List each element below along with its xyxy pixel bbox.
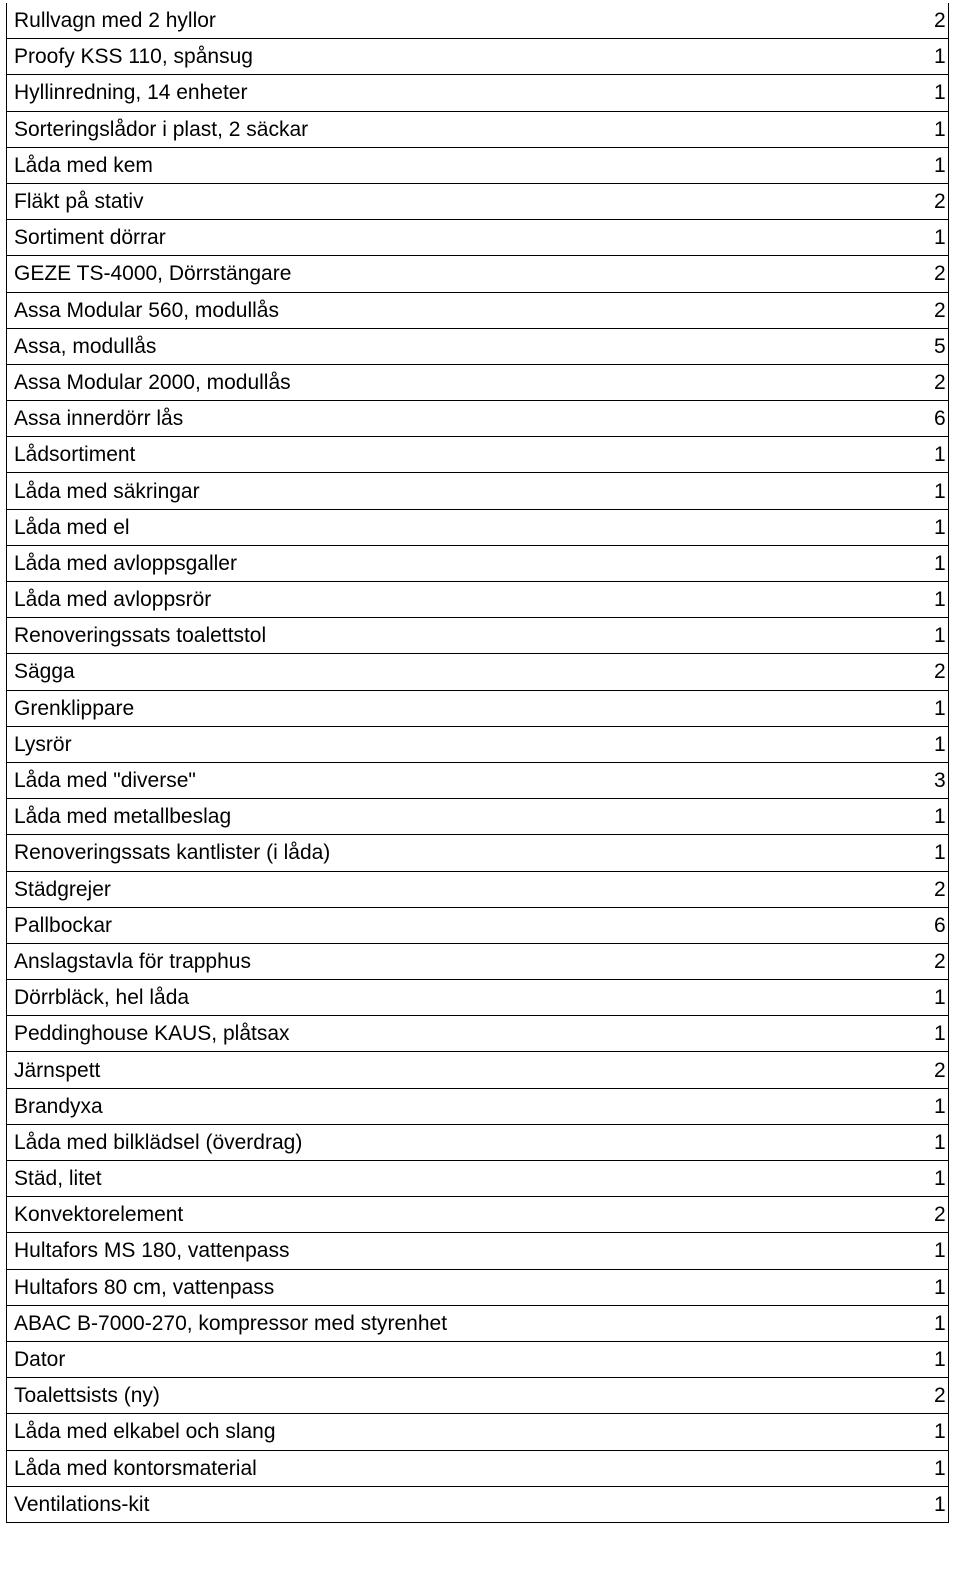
table-row (7, 256, 949, 292)
item-name-cell: Pallbockar (7, 907, 935, 943)
item-quantity-cell: 1 (934, 1269, 949, 1305)
item-quantity-cell: 1 (934, 1305, 949, 1341)
item-quantity-cell: 5 (934, 328, 949, 364)
item-name-cell: Ventilations-kit (7, 1486, 935, 1522)
table-row (7, 220, 949, 256)
item-quantity-cell: 2 (934, 292, 949, 328)
item-quantity-cell: 1 (934, 437, 949, 473)
table-row (7, 509, 949, 545)
item-name-cell: Rullvagn med 2 hyllor (7, 3, 935, 39)
item-quantity-cell: 1 (934, 147, 949, 183)
table-row (7, 75, 949, 111)
table-row (7, 1414, 949, 1450)
item-quantity-cell: 1 (934, 1341, 949, 1377)
item-name-cell: Låda med elkabel och slang (7, 1414, 935, 1450)
item-name-cell: Låda med avloppsrör (7, 582, 935, 618)
item-name-cell: Låda med metallbeslag (7, 799, 935, 835)
item-quantity-cell: 1 (934, 1088, 949, 1124)
table-row (7, 726, 949, 762)
item-name-cell: Toalettsists (ny) (7, 1378, 935, 1414)
table-row (7, 1486, 949, 1522)
table-row (7, 907, 949, 943)
item-quantity-cell: 2 (934, 1052, 949, 1088)
item-quantity-cell: 1 (934, 1016, 949, 1052)
item-name-cell: ABAC B-7000-270, kompressor med styrenhet (7, 1305, 935, 1341)
item-quantity-cell: 2 (934, 364, 949, 400)
item-quantity-cell: 1 (934, 799, 949, 835)
item-quantity-cell: 1 (934, 509, 949, 545)
table-row (7, 762, 949, 798)
table-row (7, 1233, 949, 1269)
item-name-cell: Hultafors 80 cm, vattenpass (7, 1269, 935, 1305)
table-row (7, 690, 949, 726)
item-name-cell: Låda med el (7, 509, 935, 545)
item-quantity-cell: 6 (934, 907, 949, 943)
item-name-cell: Låda med bilklädsel (överdrag) (7, 1124, 935, 1160)
item-name-cell: Assa Modular 560, modullås (7, 292, 935, 328)
item-quantity-cell: 1 (934, 473, 949, 509)
table-row (7, 1161, 949, 1197)
table-row (7, 654, 949, 690)
item-name-cell: Renoveringssats kantlister (i låda) (7, 835, 935, 871)
item-name-cell: Konvektorelement (7, 1197, 935, 1233)
table-row (7, 1088, 949, 1124)
table-row (7, 943, 949, 979)
table-row (7, 147, 949, 183)
table-row (7, 799, 949, 835)
table-row (7, 39, 949, 75)
item-name-cell: Låda med kontorsmaterial (7, 1450, 935, 1486)
table-row (7, 328, 949, 364)
inventory-table (6, 3, 949, 1523)
item-name-cell: Låda med kem (7, 147, 935, 183)
table-row (7, 835, 949, 871)
table-row (7, 1269, 949, 1305)
table-row (7, 618, 949, 654)
item-quantity-cell: 1 (934, 1161, 949, 1197)
table-row (7, 545, 949, 581)
item-name-cell: Grenklippare (7, 690, 935, 726)
item-quantity-cell: 2 (934, 183, 949, 219)
table-row (7, 980, 949, 1016)
item-quantity-cell: 1 (934, 690, 949, 726)
item-name-cell: Sortiment dörrar (7, 220, 935, 256)
item-name-cell: Dator (7, 1341, 935, 1377)
table-row (7, 292, 949, 328)
item-name-cell: Hyllinredning, 14 enheter (7, 75, 935, 111)
item-quantity-cell: 1 (934, 726, 949, 762)
item-name-cell: Städgrejer (7, 871, 935, 907)
item-quantity-cell: 1 (934, 1486, 949, 1522)
item-quantity-cell: 1 (934, 1450, 949, 1486)
item-name-cell: Järnspett (7, 1052, 935, 1088)
item-name-cell: Låda med "diverse" (7, 762, 935, 798)
table-row (7, 582, 949, 618)
item-quantity-cell: 2 (934, 1197, 949, 1233)
item-name-cell: Fläkt på stativ (7, 183, 935, 219)
item-quantity-cell: 2 (934, 871, 949, 907)
table-row (7, 364, 949, 400)
table-row (7, 1341, 949, 1377)
item-quantity-cell: 2 (934, 256, 949, 292)
item-name-cell: Anslagstavla för trapphus (7, 943, 935, 979)
item-quantity-cell: 2 (934, 943, 949, 979)
item-name-cell: Dörrbläck, hel låda (7, 980, 935, 1016)
table-row (7, 1124, 949, 1160)
item-name-cell: Peddinghouse KAUS, plåtsax (7, 1016, 935, 1052)
item-quantity-cell: 1 (934, 980, 949, 1016)
table-row (7, 1016, 949, 1052)
item-name-cell: Låda med säkringar (7, 473, 935, 509)
inventory-table-body (7, 3, 949, 1522)
table-row (7, 1197, 949, 1233)
table-row (7, 437, 949, 473)
item-quantity-cell: 2 (934, 654, 949, 690)
table-row (7, 1378, 949, 1414)
table-row (7, 1450, 949, 1486)
item-quantity-cell: 1 (934, 545, 949, 581)
item-quantity-cell: 1 (934, 1124, 949, 1160)
item-name-cell: Brandyxa (7, 1088, 935, 1124)
table-row (7, 1052, 949, 1088)
table-row (7, 1305, 949, 1341)
item-quantity-cell: 1 (934, 618, 949, 654)
item-name-cell: GEZE TS-4000, Dörrstängare (7, 256, 935, 292)
item-name-cell: Assa Modular 2000, modullås (7, 364, 935, 400)
item-name-cell: Assa, modullås (7, 328, 935, 364)
item-name-cell: Sägga (7, 654, 935, 690)
item-quantity-cell: 1 (934, 1414, 949, 1450)
table-row (7, 473, 949, 509)
item-name-cell: Assa innerdörr lås (7, 401, 935, 437)
item-quantity-cell: 1 (934, 75, 949, 111)
item-quantity-cell: 1 (934, 582, 949, 618)
table-row (7, 3, 949, 39)
item-name-cell: Sorteringslådor i plast, 2 säckar (7, 111, 935, 147)
table-row (7, 871, 949, 907)
table-row (7, 183, 949, 219)
item-name-cell: Hultafors MS 180, vattenpass (7, 1233, 935, 1269)
item-quantity-cell: 1 (934, 1233, 949, 1269)
item-name-cell: Lysrör (7, 726, 935, 762)
item-name-cell: Städ, litet (7, 1161, 935, 1197)
item-quantity-cell: 1 (934, 111, 949, 147)
item-name-cell: Lådsortiment (7, 437, 935, 473)
item-quantity-cell: 1 (934, 835, 949, 871)
item-quantity-cell: 6 (934, 401, 949, 437)
item-name-cell: Proofy KSS 110, spånsug (7, 39, 935, 75)
item-quantity-cell: 2 (934, 3, 949, 39)
item-quantity-cell: 1 (934, 220, 949, 256)
item-quantity-cell: 1 (934, 39, 949, 75)
item-quantity-cell: 3 (934, 762, 949, 798)
item-name-cell: Låda med avloppsgaller (7, 545, 935, 581)
table-row (7, 111, 949, 147)
item-quantity-cell: 2 (934, 1378, 949, 1414)
item-name-cell: Renoveringssats toalettstol (7, 618, 935, 654)
table-row (7, 401, 949, 437)
